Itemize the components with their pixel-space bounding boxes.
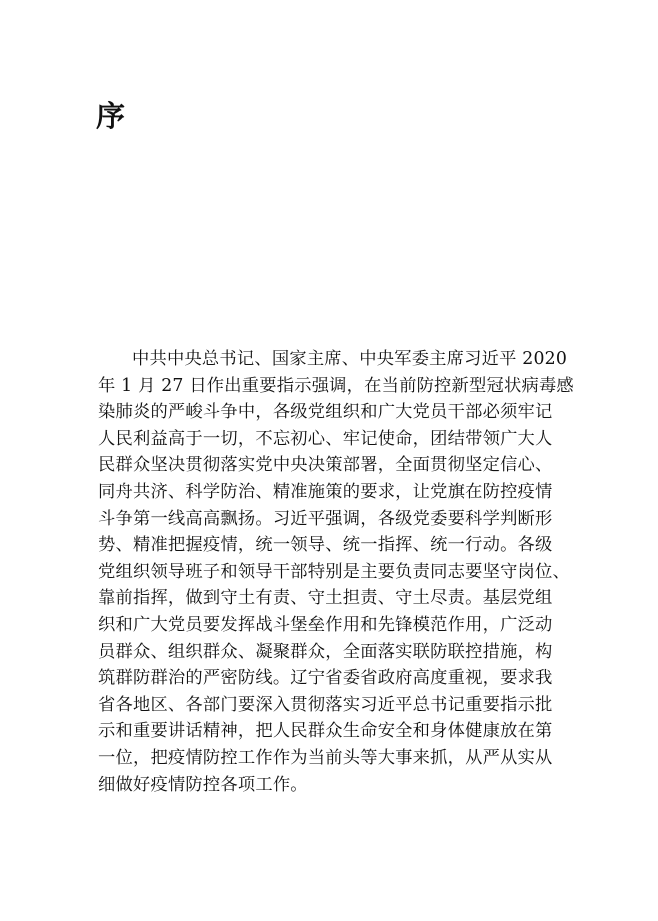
paragraph-line: 斗争第一线高高飘扬。习近平强调，各级党委要科学判断形 [98, 508, 553, 529]
paragraph-line: 人民利益高于一切，不忘初心、牢记使命，团结带领广大人 [98, 428, 553, 449]
paragraph-line: 省各地区、各部门要深入贯彻落实习近平总书记重要指示批 [98, 694, 553, 715]
paragraph-line: 示和重要讲话精神，把人民群众生命安全和身体健康放在第 [98, 721, 553, 742]
paragraph-line: 党组织领导班子和领导干部特别是主要负责同志要坚守岗位、 [98, 561, 570, 582]
paragraph-line: 中共中央总书记、国家主席、中央军委主席习近平 2020 [132, 349, 568, 369]
paragraph-line: 染肺炎的严峻斗争中，各级党组织和广大党员干部必须牢记 [98, 402, 553, 423]
paragraph-line: 一位，把疫情防控工作作为当前头等大事来抓，从严从实从 [98, 747, 553, 768]
paragraph-line: 织和广大党员要发挥战斗堡垒作用和先锋模范作用，广泛动 [98, 614, 553, 635]
paragraph-line: 靠前指挥，做到守土有责、守土担责、守土尽责。基层党组 [98, 588, 553, 609]
paragraph-line: 筑群防群治的严密防线。辽宁省委省政府高度重视，要求我 [98, 668, 553, 689]
paragraph-line: 同舟共济、科学防治、精准施策的要求，让党旗在防控疫情 [98, 481, 553, 502]
paragraph-line: 细做好疫情防控各项工作。 [98, 774, 308, 795]
paragraph-line: 年 1 月 27 日作出重要指示强调，在当前防控新型冠状病毒感 [98, 375, 574, 396]
body-paragraph [98, 346, 608, 798]
page-title: 序 [96, 99, 126, 133]
paragraph-line: 员群众、组织群众、凝聚群众，全面落实联防联控措施，构 [98, 641, 553, 662]
paragraph-line: 民群众坚决贯彻落实党中央决策部署，全面贯彻坚定信心、 [98, 455, 553, 476]
paragraph-line: 势、精准把握疫情，统一领导、统一指挥、统一行动。各级 [98, 535, 553, 556]
